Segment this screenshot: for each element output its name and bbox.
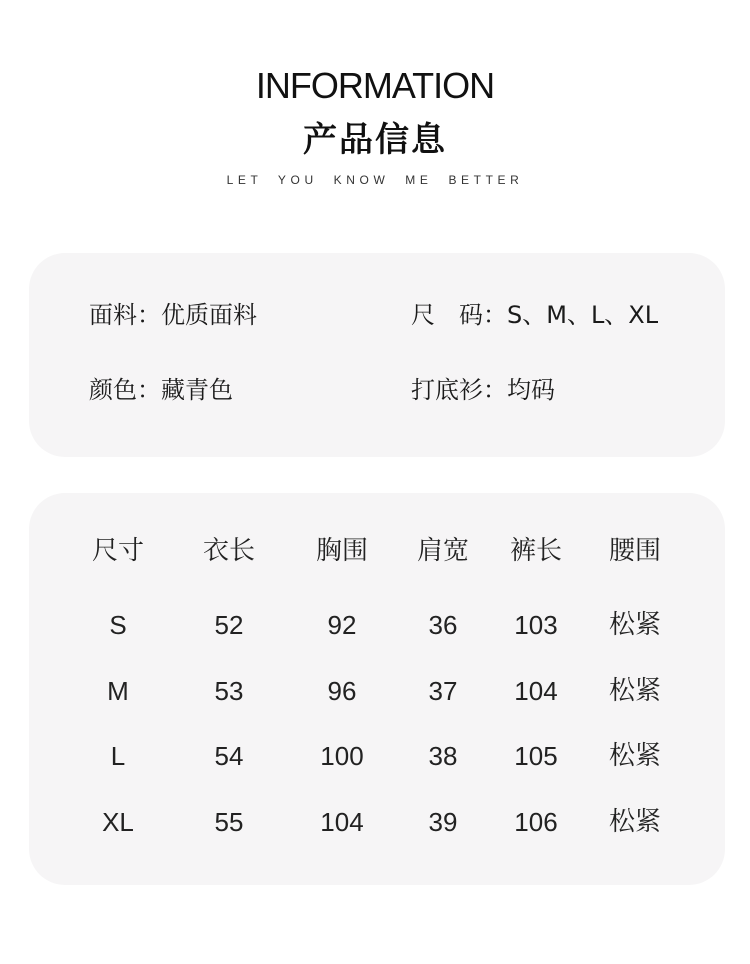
table-cell: 松紧 bbox=[608, 610, 661, 640]
table-cell: 38 bbox=[428, 741, 458, 771]
table-header-cell: 腰围 bbox=[608, 536, 661, 566]
size-value: S、M、L、XL bbox=[507, 301, 659, 329]
fabric-label: 面料： bbox=[89, 301, 161, 329]
table-cell: 37 bbox=[428, 676, 458, 706]
table-header-cell: 裤长 bbox=[509, 536, 562, 566]
fabric-info bbox=[89, 299, 257, 331]
base-layer-value: 均码 bbox=[507, 376, 555, 404]
table-header-cell: 胸围 bbox=[315, 536, 368, 566]
table-cell: 96 bbox=[327, 676, 357, 706]
size-chart-card bbox=[29, 493, 725, 885]
page-title-english: INFORMATION bbox=[255, 65, 495, 106]
table-header-cell: 衣长 bbox=[202, 536, 255, 566]
color-info bbox=[89, 374, 233, 406]
table-cell: 104 bbox=[320, 807, 364, 837]
color-value: 藏青色 bbox=[161, 376, 233, 404]
size-table bbox=[29, 493, 725, 885]
table-cell: 105 bbox=[514, 741, 558, 771]
fabric-value: 优质面料 bbox=[161, 301, 257, 329]
color-label: 颜色： bbox=[89, 376, 161, 404]
size-label: 尺 码： bbox=[411, 301, 507, 329]
page-subtitle: LET YOU KNOW ME BETTER bbox=[226, 173, 524, 187]
base-layer-label: 打底衫： bbox=[411, 376, 507, 404]
size-info bbox=[411, 299, 658, 331]
table-cell: 39 bbox=[428, 807, 458, 837]
table-cell: 106 bbox=[514, 807, 558, 837]
table-cell: 103 bbox=[514, 610, 558, 640]
base-layer-info bbox=[411, 374, 555, 406]
table-cell: S bbox=[109, 610, 127, 640]
table-cell: 92 bbox=[327, 610, 357, 640]
page-title-chinese: 产品信息 bbox=[303, 120, 447, 160]
table-cell: 100 bbox=[320, 741, 364, 771]
table-header-cell: 尺寸 bbox=[91, 536, 144, 566]
table-cell: 54 bbox=[214, 741, 244, 771]
table-header-cell: 肩宽 bbox=[416, 536, 469, 566]
table-cell: 55 bbox=[214, 807, 244, 837]
table-cell: 松紧 bbox=[608, 807, 661, 837]
table-cell: 104 bbox=[514, 676, 558, 706]
table-cell: 松紧 bbox=[608, 676, 661, 706]
table-cell: M bbox=[107, 676, 129, 706]
table-cell: XL bbox=[102, 807, 134, 837]
table-cell: 53 bbox=[214, 676, 244, 706]
table-cell: 52 bbox=[214, 610, 244, 640]
table-cell: 松紧 bbox=[608, 741, 661, 771]
table-cell: L bbox=[110, 741, 126, 771]
product-info-card bbox=[29, 253, 725, 457]
table-cell: 36 bbox=[428, 610, 458, 640]
page-header bbox=[0, 64, 750, 188]
